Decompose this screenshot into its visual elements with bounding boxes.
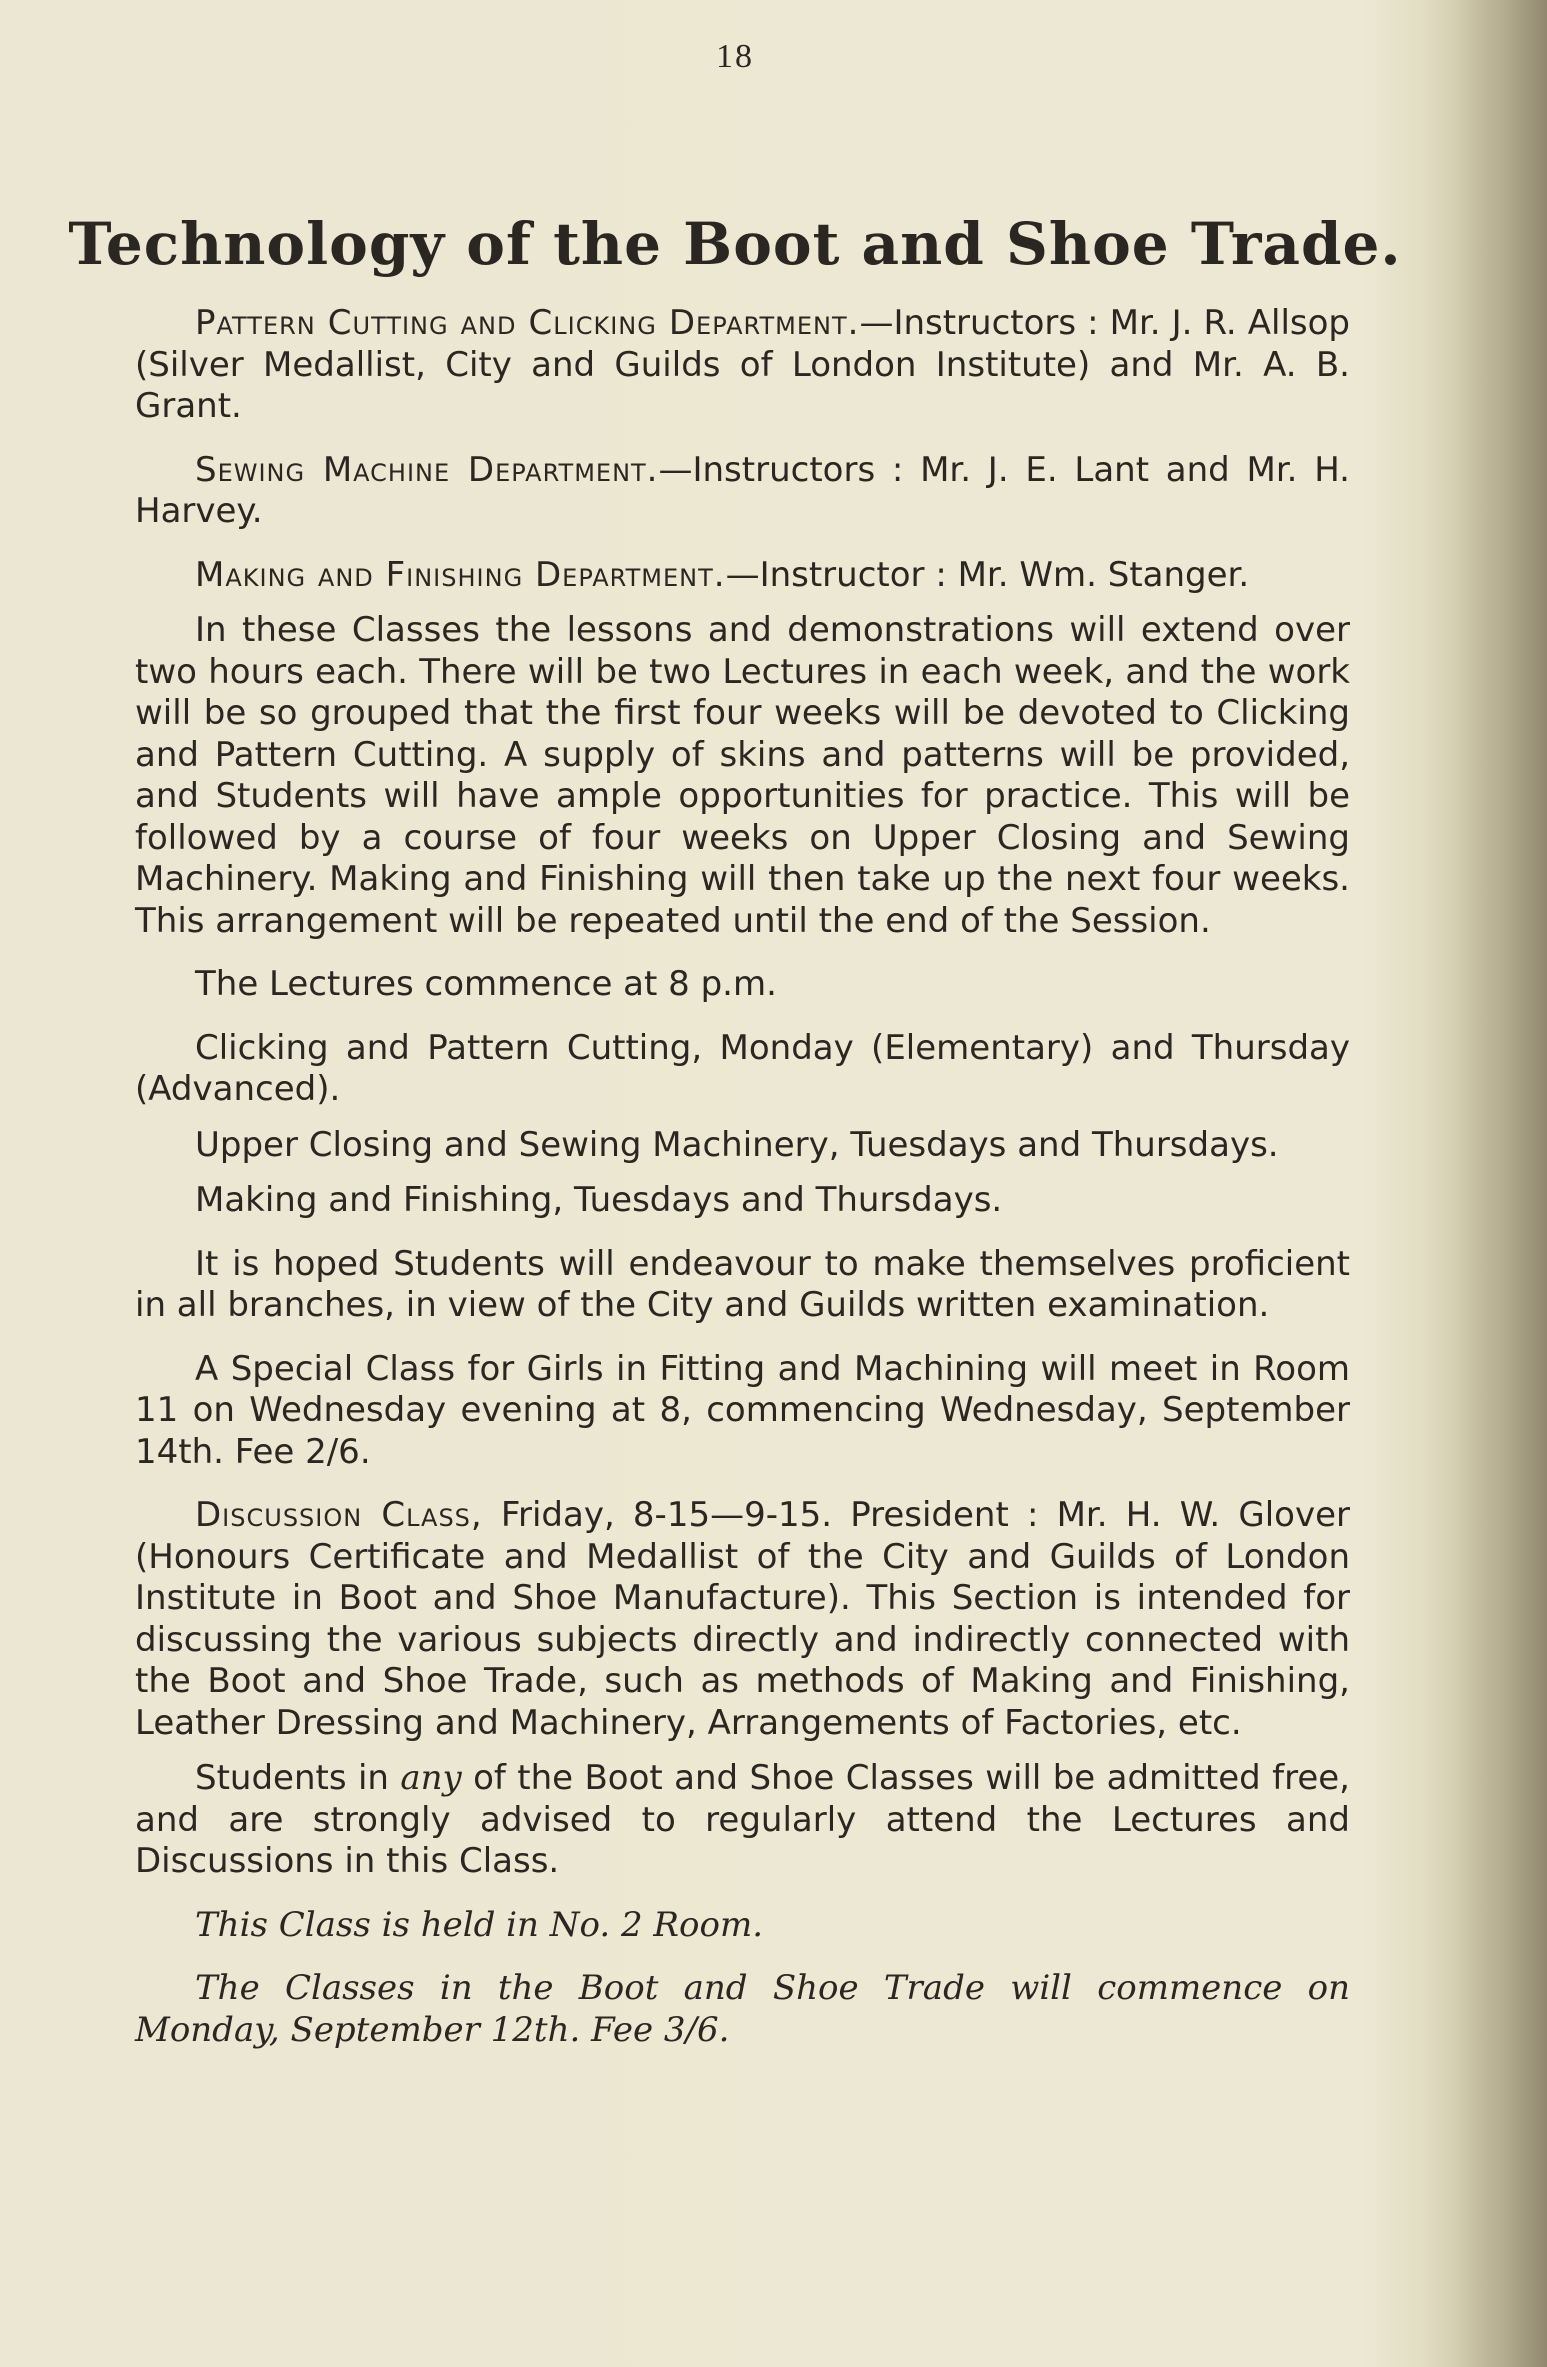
paragraph-sewing-machine [135,450,1350,533]
paragraph-text: of the Boot and Shoe Classes will be admitted free, and are strongly advised to regularly attend the Lectures and Discussions in this Class. [135,1758,1350,1881]
paragraph-discussion-class [135,1495,1350,1744]
paragraph-clicking-schedule: Clicking and Pattern Cutting, Monday (Elementary) and Thursday (Advanced). [135,1027,1350,1109]
paragraph-text: —Instructors : Mr. J. E. Lant and Mr. H. Harvey. [135,449,1350,531]
paragraph-room-note: This Class is held in No. 2 Room. [195,1904,764,1945]
department-heading: Pattern Cutting and Clicking Department. [195,303,860,343]
paragraph-text: —Instructor : Mr. Wm. Stanger. [725,554,1250,595]
emphasis: any [400,1758,462,1798]
paragraph-admission [135,1758,1350,1883]
paragraph-proficiency: It is hoped Students will endeavour to make themselves proficient in all branches, in view of the City and Guilds written examination. [135,1243,1350,1325]
paragraph-girls-class: A Special Class for Girls in Fitting and Machining will meet in Room 11 on Wednesday evening at 8, commencing Wednesday, September 14th. Fee 2/6. [135,1348,1350,1472]
page-title: Technology of the Boot and Shoe Trade. [68,210,1402,278]
document-body [135,303,1350,2073]
page-number: 18 [716,38,754,75]
binding-shadow [1457,0,1547,2367]
paragraph-commencement-note: The Classes in the Boot and Shoe Trade will commence on Monday, September 12th. Fee 3/6. [135,1968,1350,2050]
paragraph-making-finishing [135,555,1350,597]
paragraph-upper-closing-schedule: Upper Closing and Sewing Machinery, Tuesdays and Thursdays. [195,1124,1279,1165]
paragraph-text: —Instructors : Mr. J. R. Allsop (Silver Medallist, City and Guilds of London Institute) and Mr. A. B. Grant. [135,303,1350,426]
department-heading: Making and Finishing Department. [195,554,726,595]
paragraph-text: Friday, 8-15—9-15. President : Mr. H. W. Glover (Honours Certificate and Medallist of the City and Guilds of London Institute in Boot and Shoe Manufacture). This Section is intended for discussing the various subjects directly and indirectly connected with the Boot and Shoe Trade, such as methods of Making and Finishing, Leather Dressing and Machinery, Arrangements of Factories, etc. [135,1495,1350,1743]
paragraph-class-description: In these Classes the lessons and demonstrations will extend over two hours each. There will be two Lectures in each week, and the work will be so grouped that the first four weeks will be devoted to Clicking and Pattern Cutting. A supply of skins and patterns will be provided, and Students will have ample opportunities for practice. This will be followed by a course of four weeks on Upper Closing and Sewing Machinery. Making and Finishing will then take up the next four weeks. This arrangement will be repeated until the end of the Session. [135,610,1350,941]
department-heading: Sewing Machine Department. [195,449,659,490]
paragraph-lecture-time: The Lectures commence at 8 p.m. [195,964,777,1004]
paragraph-making-schedule: Making and Finishing, Tuesdays and Thursdays. [195,1180,1003,1220]
class-heading: Discussion Class, [195,1495,483,1535]
paragraph-pattern-cutting [135,303,1350,428]
paragraph-text: Students in [195,1758,401,1798]
